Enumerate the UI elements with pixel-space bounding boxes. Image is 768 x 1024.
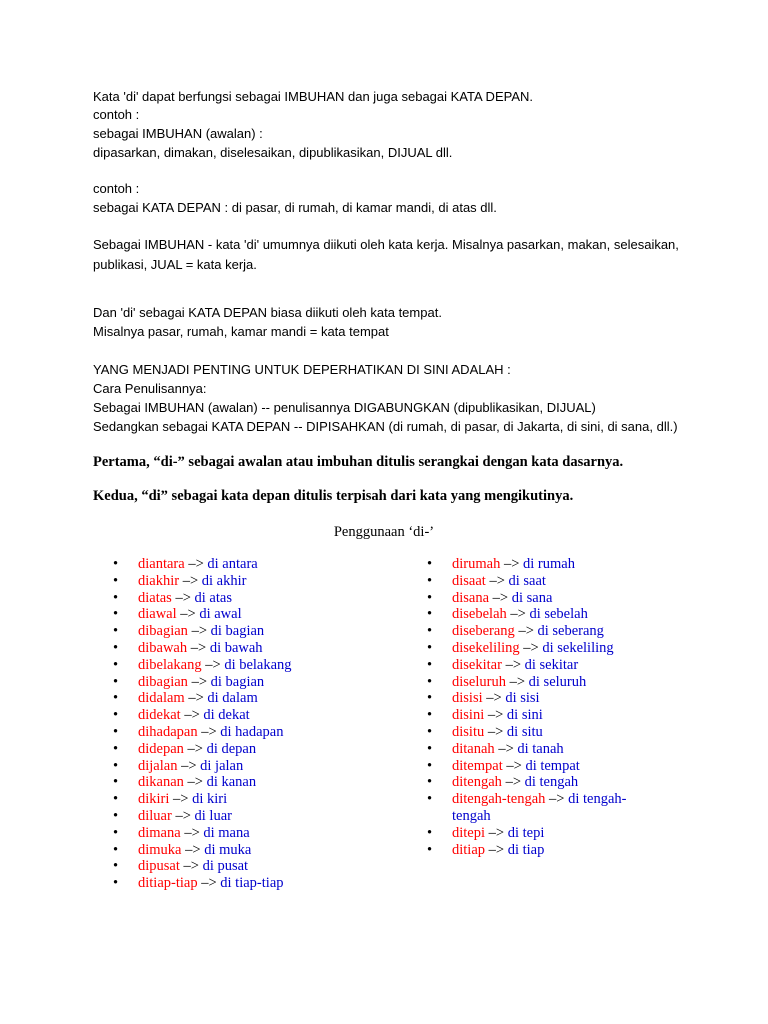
arrow-icon: –> [514,623,538,640]
usage-item [427,623,657,640]
incorrect-form: ditengah-tengah [452,791,546,808]
arrow-icon: –> [494,740,518,757]
arrow-icon: –> [482,690,506,707]
usage-item [113,774,413,791]
incorrect-form: diatas [138,589,172,606]
usage-item [427,590,657,607]
correct-form: di kiri [192,791,228,808]
bullet-icon: • [427,723,433,740]
correct-form: di tiap [507,841,545,858]
bullet-icon: • [427,606,433,623]
usage-item [113,875,413,892]
example-label: contoh : [93,181,140,196]
correct-form: di awal [199,606,242,623]
incorrect-form: dibawah [138,639,188,656]
usage-item [427,606,657,623]
incorrect-form: diawal [138,606,177,623]
usage-item [113,808,413,825]
writing-method-label: Cara Penulisannya: [93,381,207,396]
intro-paragraph: Kata 'di' dapat berfungsi sebagai IMBUHAN dan juga sebagai KATA DEPAN. [93,89,533,104]
bullet-icon: • [113,589,119,606]
correct-form: di tepi [507,824,545,841]
usage-heading: Penggunaan ‘di-’ [333,524,435,540]
bullet-icon: • [113,556,119,572]
arrow-icon: –> [171,807,195,824]
usage-item [427,707,657,724]
usage-item [427,657,657,674]
correct-form: di sisi [505,690,540,707]
arrow-icon: –> [187,623,211,640]
incorrect-form: diakhir [138,572,180,589]
arrow-icon: –> [505,673,529,690]
usage-item [427,741,657,758]
bullet-icon: • [427,690,433,707]
incorrect-form: ditanah [452,740,495,757]
bullet-icon: • [113,858,119,875]
rule-second: Kedua, “di” sebagai kata depan ditulis terpisah dari kata yang mengikutinya. [93,488,574,504]
usage-item [113,791,413,808]
arrow-icon: –> [180,707,204,724]
usage-item [427,758,657,775]
bullet-icon: • [113,807,119,824]
correct-form: di tengah-tengah [452,791,627,824]
usage-item [113,707,413,724]
bullet-icon: • [427,572,433,589]
correct-form: di tengah [524,774,579,791]
incorrect-form: disekitar [452,656,502,673]
usage-item [427,674,657,691]
correct-form: di dekat [203,707,250,724]
correct-form: di depan [206,740,257,757]
arrow-icon: –> [179,858,203,875]
incorrect-form: diseberang [452,623,515,640]
bullet-icon: • [427,757,433,774]
usage-item [113,606,413,623]
usage-item [113,858,413,875]
incorrect-form: ditempat [452,757,503,774]
correct-form: di seberang [537,623,604,640]
bullet-icon: • [427,589,433,606]
incorrect-form: dikanan [138,774,184,791]
bullet-icon: • [113,757,119,774]
bullet-icon: • [113,740,119,757]
bullet-icon: • [113,639,119,656]
correct-form: di bagian [210,623,265,640]
bullet-icon: • [113,656,119,673]
arrow-icon: –> [489,589,512,606]
usage-item [113,657,413,674]
arrow-icon: –> [485,841,508,858]
correct-form: di antara [207,556,258,572]
incorrect-form: didepan [138,740,184,757]
incorrect-form: dimana [138,824,181,841]
usage-item [427,556,657,573]
correct-form: di jalan [200,757,244,774]
usage-item [113,640,413,657]
arrow-icon: –> [197,723,221,740]
bullet-icon: • [427,556,433,572]
bullet-icon: • [427,740,433,757]
prefix-writing-rule: Sebagai IMBUHAN (awalan) -- penulisannya DIGABUNGKAN (dipublikasikan, DIJUAL) [93,400,596,415]
correct-form: di sini [506,707,543,724]
arrow-icon: –> [545,791,569,808]
bullet-icon: • [113,690,119,707]
correct-form: di tanah [517,740,564,757]
usage-item [113,674,413,691]
arrow-icon: –> [184,690,208,707]
incorrect-form: dihadapan [138,723,198,740]
correct-form: di kanan [206,774,257,791]
prefix-explanation: Sebagai IMBUHAN - kata 'di' umumnya diikuti oleh kata kerja. Misalnya pasarkan, makan, selesaikan, [93,237,679,252]
correct-form: di sebelah [529,606,588,623]
preposition-examples: sebagai KATA DEPAN : di pasar, di rumah, di kamar mandi, di atas dll. [93,200,497,215]
usage-item [113,573,413,590]
correct-form: di sekeliling [542,639,614,656]
arrow-icon: –> [176,606,200,623]
arrow-icon: –> [485,572,509,589]
correct-form: di bagian [210,673,265,690]
incorrect-form: diseluruh [452,673,506,690]
arrow-icon: –> [181,841,205,858]
bullet-icon: • [427,656,433,673]
bullet-icon: • [427,791,433,808]
incorrect-form: ditiap [452,841,486,858]
correct-form: di hadapan [220,723,284,740]
correct-form: di muka [204,841,252,858]
arrow-icon: –> [179,572,202,589]
correct-form: di situ [506,723,543,740]
arrow-icon: –> [485,824,508,841]
correct-form: di pusat [202,858,249,875]
bullet-icon: • [427,639,433,656]
arrow-icon: –> [183,774,207,791]
usage-item [427,640,657,657]
incorrect-form: ditepi [452,824,486,841]
preposition-writing-rule: Sedangkan sebagai KATA DEPAN -- DIPISAHKAN (di rumah, di pasar, di Jakarta, di sini, di sana, dll.) [93,419,678,434]
correct-form: di seluruh [528,673,587,690]
incorrect-form: disebelah [452,606,507,623]
important-heading: YANG MENJADI PENTING UNTUK DEPERHATIKAN DI SINI ADALAH : [93,362,511,377]
bullet-icon: • [113,875,119,892]
bullet-icon: • [113,673,119,690]
usage-item [113,623,413,640]
usage-item [427,791,657,825]
incorrect-form: diantara [138,556,185,572]
bullet-icon: • [427,623,433,640]
arrow-icon: –> [171,589,195,606]
incorrect-form: dibagian [138,623,188,640]
usage-list-left [113,556,413,892]
incorrect-form: diluar [138,807,172,824]
incorrect-form: dikiri [138,791,170,808]
bullet-icon: • [427,824,433,841]
bullet-icon: • [427,841,433,858]
prefix-examples: dipasarkan, dimakan, diselesaikan, dipublikasikan, DIJUAL dll. [93,145,453,160]
correct-form: di luar [194,807,232,824]
incorrect-form: dimuka [138,841,182,858]
usage-item [427,690,657,707]
usage-item [113,556,413,573]
incorrect-form: dirumah [452,556,501,572]
usage-item [113,690,413,707]
usage-item [113,825,413,842]
arrow-icon: –> [197,875,221,892]
usage-item [427,573,657,590]
usage-item [427,825,657,842]
arrow-icon: –> [169,791,193,808]
bullet-icon: • [113,723,119,740]
arrow-icon: –> [180,824,204,841]
incorrect-form: didekat [138,707,181,724]
usage-item [113,758,413,775]
usage-item [427,842,657,859]
preposition-explanation: Dan 'di' sebagai KATA DEPAN biasa diikuti oleh kata tempat. [93,305,442,320]
arrow-icon: –> [184,556,208,572]
incorrect-form: disekeliling [452,639,520,656]
incorrect-form: dibelakang [138,656,202,673]
prefix-explanation-cont: publikasi, JUAL = kata kerja. [93,257,257,272]
correct-form: di bawah [209,639,263,656]
arrow-icon: –> [500,556,524,572]
arrow-icon: –> [187,639,210,656]
usage-item [113,724,413,741]
incorrect-form: didalam [138,690,185,707]
correct-form: di sekitar [524,656,579,673]
arrow-icon: –> [506,606,530,623]
bullet-icon: • [113,791,119,808]
usage-item [113,842,413,859]
bullet-icon: • [427,774,433,791]
bullet-icon: • [113,824,119,841]
correct-form: di atas [194,589,232,606]
correct-form: di dalam [207,690,258,707]
correct-form: di mana [203,824,250,841]
arrow-icon: –> [484,707,507,724]
bullet-icon: • [113,841,119,858]
correct-form: di belakang [224,656,292,673]
correct-form: di tiap-tiap [220,875,284,892]
incorrect-form: disaat [452,572,486,589]
incorrect-form: dijalan [138,757,178,774]
usage-item [113,741,413,758]
incorrect-form: disini [452,707,485,724]
incorrect-form: ditiap-tiap [138,875,198,892]
arrow-icon: –> [501,656,525,673]
prefix-label: sebagai IMBUHAN (awalan) : [93,126,263,141]
arrow-icon: –> [501,774,525,791]
arrow-icon: –> [177,757,201,774]
correct-form: di sana [511,589,553,606]
arrow-icon: –> [484,723,507,740]
incorrect-form: dipusat [138,858,180,875]
arrow-icon: –> [502,757,526,774]
bullet-icon: • [427,707,433,724]
incorrect-form: dibagian [138,673,188,690]
incorrect-form: disitu [452,723,485,740]
correct-form: di rumah [523,556,575,572]
usage-item [427,724,657,741]
arrow-icon: –> [187,673,211,690]
bullet-icon: • [427,673,433,690]
arrow-icon: –> [519,639,543,656]
incorrect-form: disana [452,589,490,606]
bullet-icon: • [113,707,119,724]
arrow-icon: –> [201,656,225,673]
rule-first: Pertama, “di-” sebagai awalan atau imbuhan ditulis serangkai dengan kata dasarnya. [93,454,624,470]
incorrect-form: ditengah [452,774,502,791]
correct-form: di saat [508,572,546,589]
correct-form: di akhir [201,572,247,589]
bullet-icon: • [113,606,119,623]
preposition-explanation-cont: Misalnya pasar, rumah, kamar mandi = kata tempat [93,324,389,339]
bullet-icon: • [113,572,119,589]
usage-item [113,590,413,607]
arrow-icon: –> [183,740,207,757]
incorrect-form: disisi [452,690,483,707]
usage-item [427,774,657,791]
usage-list-right [427,556,657,858]
bullet-icon: • [113,774,119,791]
example-label: contoh : [93,107,140,122]
bullet-icon: • [113,623,119,640]
correct-form: di tempat [525,757,580,774]
